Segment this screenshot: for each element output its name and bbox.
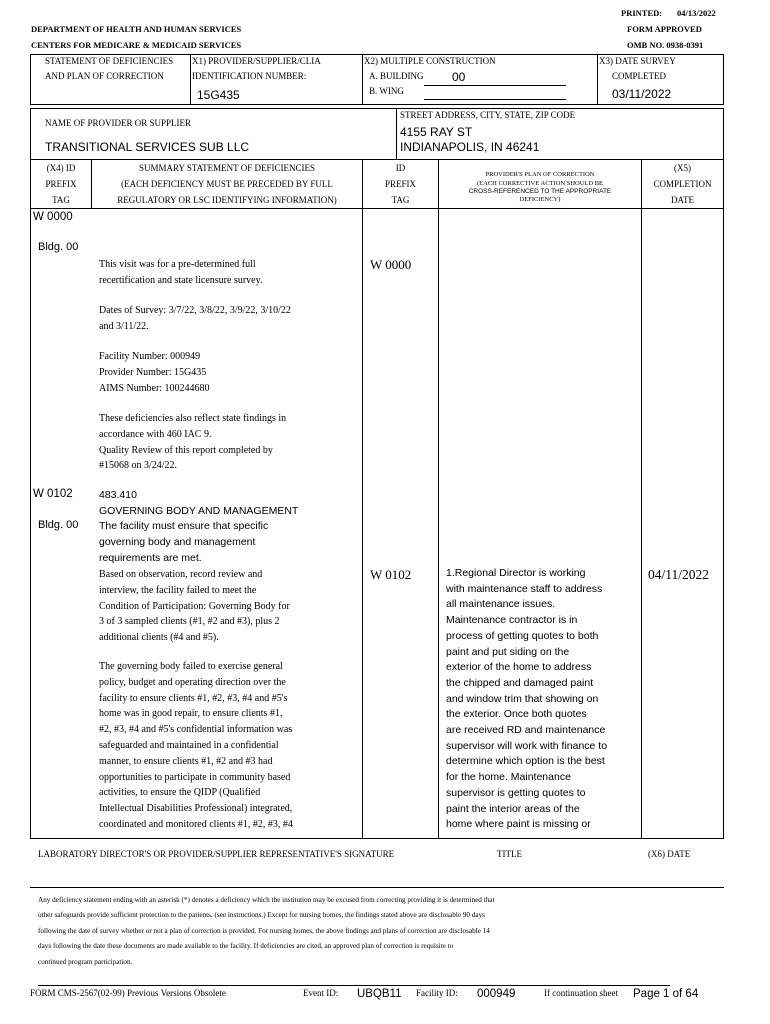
summary-header-3: REGULATORY OR LSC IDENTIFYING INFORMATION) xyxy=(117,195,337,205)
statement-label-2: AND PLAN OF CORRECTION xyxy=(45,71,164,81)
completion-date: 04/11/2022 xyxy=(648,567,710,582)
page-number: Page 1 of 64 xyxy=(633,988,699,1000)
continuation-label: If continuation sheet xyxy=(544,988,618,998)
regulation-heading: 483.410 GOVERNING BODY AND MANAGEMENT The facility must ensure that specific governing body and management requirements are met. xyxy=(99,489,299,564)
building-value: 00 xyxy=(452,70,466,84)
summary-header-2: (EACH DEFICIENCY MUST BE PRECEDED BY FULL xyxy=(121,179,333,189)
x5-header-3: DATE xyxy=(671,195,694,205)
x1-label-1: X1) PROVIDER/SUPPLIER/CLIA xyxy=(192,56,321,66)
prefix-tag-w0000: W 0000 xyxy=(33,211,73,223)
summary-paragraph-1: This visit was for a pre-determined full recertification and state licensure survey. xyxy=(99,259,263,286)
event-id-value: UBQB11 xyxy=(357,988,402,1000)
building-tag-1: Bldg. 00 xyxy=(38,241,79,253)
department-heading: DEPARTMENT OF HEALTH AND HUMAN SERVICES xyxy=(31,24,242,34)
plan-of-correction-text: 1.Regional Director is working with maintenance staff to address all maintenance issues. Maintenance contractor is in process of getting quotes to both paint and put siding on the exterior of the home to address the chipped and damaged paint and window trim that showing on the exterior. Once both quotes are received RD and maintenance supervisor will work with finance to determine which option is the best for the home. Maintenance supervisor is getting quotes to paint the interior areas of the home where paint is missing or xyxy=(446,567,608,831)
x5-header-1: (X5) xyxy=(674,163,691,173)
summary-paragraph-3: Facility Number: 000949 Provider Number: 15G435 AIMS Number: 100244680 xyxy=(99,351,210,394)
address-line-1: 4155 RAY ST xyxy=(400,125,473,139)
wing-label: B. WING xyxy=(369,86,404,96)
x6-date-label: (X6) DATE xyxy=(648,849,691,859)
summary-header-1: SUMMARY STATEMENT OF DEFICIENCIES xyxy=(138,163,316,173)
printed-date: 04/13/2022 xyxy=(677,8,716,18)
survey-date-value: 03/11/2022 xyxy=(612,87,672,101)
summary-paragraph-5: Based on observation, record review and interview, the facility failed to meet the Condition of Participation: Governing Body for 3 of 3 sampled clients (#1, #2 and #3), plus 2 additional clients (#4 and #5). xyxy=(99,569,290,644)
plan-header-3: CROSS-REFERENCED TO THE APPROPRIATE xyxy=(468,188,612,195)
x3-label-1: X3) DATE SURVEY xyxy=(599,56,676,66)
omb-number: OMB NO. 0938-0391 xyxy=(627,40,704,50)
x4-label-1: (X4) ID xyxy=(46,163,76,173)
id-header-3: TAG xyxy=(391,195,410,205)
facility-id-label: Facility ID: xyxy=(416,988,458,998)
x4-label-3: TAG xyxy=(52,195,70,205)
x1-label-2: IDENTIFICATION NUMBER: xyxy=(192,71,307,81)
id-header-1: ID xyxy=(395,163,406,173)
id-tag-w0000: W 0000 xyxy=(370,257,412,272)
address-label: STREET ADDRESS, CITY, STATE, ZIP CODE xyxy=(400,110,576,120)
provider-id-value: 15G435 xyxy=(197,88,240,102)
address-line-2: INDIANAPOLIS, IN 46241 xyxy=(400,140,540,154)
plan-header-1: PROVIDER'S PLAN OF CORRECTION xyxy=(485,171,595,178)
provider-name-label: NAME OF PROVIDER OR SUPPLIER xyxy=(45,118,192,128)
cms-heading: CENTERS FOR MEDICARE & MEDICAID SERVICES xyxy=(31,40,242,50)
building-tag-2: Bldg. 00 xyxy=(38,519,79,531)
prefix-tag-w0102: W 0102 xyxy=(33,488,73,500)
id-header-2: PREFIX xyxy=(384,179,416,189)
form-approved: FORM APPROVED xyxy=(627,24,702,34)
plan-header-4: DEFICIENCY) xyxy=(519,196,561,203)
statement-label-1: STATEMENT OF DEFICIENCIES xyxy=(45,56,174,66)
plan-header-2: (EACH CORRECTIVE ACTION SHOULD BE xyxy=(476,180,604,187)
id-tag-w0102: W 0102 xyxy=(370,567,412,582)
signature-label: LABORATORY DIRECTOR'S OR PROVIDER/SUPPLIER REPRESENTATIVE'S SIGNATURE xyxy=(38,849,395,859)
x2-label: X2) MULTIPLE CONSTRUCTION xyxy=(364,56,496,66)
x3-label-2: COMPLETED xyxy=(612,71,666,81)
event-id-label: Event ID: xyxy=(303,988,339,998)
x5-header-2: COMPLETION xyxy=(653,179,712,189)
summary-paragraph-2: Dates of Survey: 3/7/22, 3/8/22, 3/9/22, 3/10/22 and 3/11/22. xyxy=(99,305,291,332)
title-label: TITLE xyxy=(497,849,522,859)
x4-label-2: PREFIX xyxy=(45,179,77,189)
facility-id-value: 000949 xyxy=(477,988,516,1000)
disclaimer-text: Any deficiency statement ending with an asterisk (*) denotes a deficiency which the institution may be excused from correcting providing it is determined that other safeguards provide sufficient protection to the patients. (see instructions.) Except for nursing homes, the findings stated above are disclosable 90 days following the date of survey whether or not a plan of correction is provided. For nursing homes, the above findings and plans of correction are disclosable 14 days following the date these documents are made available to the facility. If deficiencies are cited, an approved plan of correction is requisite to continued program participation. xyxy=(38,896,495,966)
summary-paragraph-6: The governing body failed to exercise general policy, budget and operating direction over the facility to ensure clients #1, #2, #3, #4 and #5's home was in good repair, to ensure clients #1, #2, #3, #4 and #5's confidential information was safeguarded and maintained in a confidential manner, to ensure clients #1, #2 and #3 had opportunities to participate in community based activities, to ensure the QIDP (Qualified Intellectual Disabilities Professional) integrated, coordinated and monitored clients #1, #2, #3, #4 xyxy=(99,661,293,830)
building-label: A. BUILDING xyxy=(369,71,424,81)
form-number: FORM CMS-2567(02-99) Previous Versions Obsolete xyxy=(30,988,226,998)
summary-paragraph-4: These deficiencies also reflect state findings in accordance with 460 IAC 9. Quality Review of this report completed by #15068 on 3/24/22. xyxy=(99,413,287,472)
provider-name: TRANSITIONAL SERVICES SUB LLC xyxy=(45,140,250,154)
printed-label: PRINTED: xyxy=(621,8,663,18)
